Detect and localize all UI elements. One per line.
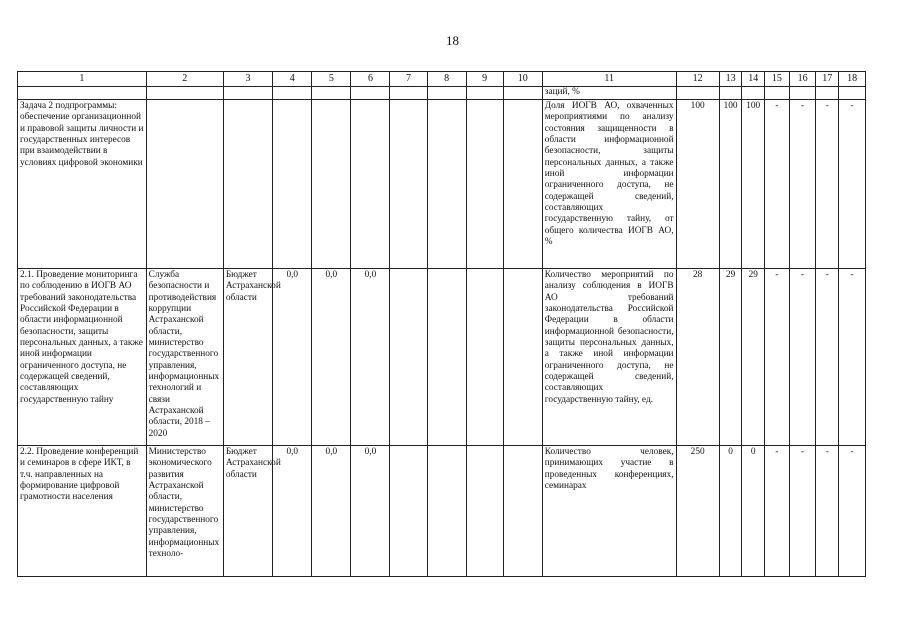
amount-cell: 0,0 [351, 446, 390, 577]
amount-cell [312, 100, 351, 269]
value-cell: 250 [676, 446, 719, 577]
task-description: Задача 2 подпрограммы: обеспечение организационной и правовой защиты личности и государственных интересов при взаимодействии в условиях цифровой экономики [18, 100, 147, 269]
value-cell: - [816, 446, 839, 577]
column-header: 15 [765, 72, 790, 87]
page-number: 18 [446, 33, 459, 48]
amount-cell: 0,0 [312, 269, 351, 446]
amount-cell: 0,0 [273, 269, 312, 446]
column-header: 18 [839, 72, 866, 87]
value-cell: - [816, 100, 839, 269]
funding-source-cell: Бюджет Астраханской области [223, 446, 272, 577]
value-cell: 28 [676, 269, 719, 446]
amount-cell: 0,0 [273, 446, 312, 577]
table-row [18, 446, 866, 577]
value-cell: - [765, 100, 790, 269]
value-cell: - [789, 446, 816, 577]
indicator-cell: Доля ИОГВ АО, охваченных мероприятиями по анализу состояния защищенности в области информационной безопасности, защиты персональных данных, а также иной информации ограниченного доступа, не содержащей сведений, составляющих государственную тайну, от общего количества ИОГВ АО, % [542, 100, 676, 269]
column-header: 17 [816, 72, 839, 87]
indicator-cell: Количество человек, принимающих участие в проведенных конференциях, семинарах [542, 446, 676, 577]
column-header: 2 [146, 72, 223, 87]
column-header: 4 [273, 72, 312, 87]
executor-cell: Министерство экономического развития Астраханской области, министерство государственного управления, информационных техноло- [146, 446, 223, 577]
task-description: 2.2. Проведение конференций и семинаров в сфере ИКТ, в т.ч. направленных на формирование цифровой грамотности населения [18, 446, 147, 577]
continuation-row [18, 87, 866, 100]
column-header: 16 [789, 72, 816, 87]
value-cell: - [839, 269, 866, 446]
value-cell: 0 [742, 446, 765, 577]
column-header: 13 [719, 72, 742, 87]
task-description: 2.1. Проведение мониторинга по соблюдению в ИОГВ АО требований законодательства Российской Федерации в области информационной безопасности, защиты персональных данных, а также иной информации ограниченного доступа, не содержащей сведений, составляющих государственную тайну [18, 269, 147, 446]
column-header: 5 [312, 72, 351, 87]
amount-cell [273, 100, 312, 269]
table-row [18, 269, 866, 446]
continuation-text: заций, % [542, 87, 676, 100]
amount-cell [351, 100, 390, 269]
value-cell: - [839, 100, 866, 269]
value-cell: - [816, 269, 839, 446]
executor-cell [146, 100, 223, 269]
table-row [18, 100, 866, 269]
value-cell: - [789, 100, 816, 269]
amount-cell: 0,0 [312, 446, 351, 577]
funding-source-cell: Бюджет Астраханской области [223, 269, 272, 446]
value-cell: - [765, 446, 790, 577]
column-header: 14 [742, 72, 765, 87]
column-header: 7 [390, 72, 427, 87]
value-cell: 0 [719, 446, 742, 577]
program-table [17, 71, 866, 577]
column-header: 9 [466, 72, 503, 87]
value-cell: - [765, 269, 790, 446]
executor-cell: Служба безопасности и противодействия коррупции Астраханской области, министерство государственного управления, информационных технологий и связи Астраханской области, 2018 – 2020 [146, 269, 223, 446]
column-header: 3 [223, 72, 272, 87]
header-row [18, 72, 866, 87]
funding-source-cell [223, 100, 272, 269]
value-cell: - [789, 269, 816, 446]
value-cell: 100 [676, 100, 719, 269]
column-header: 8 [427, 72, 466, 87]
column-header: 11 [542, 72, 676, 87]
value-cell: - [839, 446, 866, 577]
amount-cell: 0,0 [351, 269, 390, 446]
column-header: 10 [503, 72, 542, 87]
column-header: 6 [351, 72, 390, 87]
indicator-cell: Количество мероприятий по анализу соблюдения в ИОГВ АО требований законодательства Российской Федерации в области информационной безопасности, защиты персональных данных, а также иной информации ограниченного доступа, не содержащей сведений, составляющих государственную тайну, ед. [542, 269, 676, 446]
value-cell: 100 [719, 100, 742, 269]
value-cell: 29 [719, 269, 742, 446]
value-cell: 29 [742, 269, 765, 446]
column-header: 12 [676, 72, 719, 87]
column-header: 1 [18, 72, 147, 87]
value-cell: 100 [742, 100, 765, 269]
